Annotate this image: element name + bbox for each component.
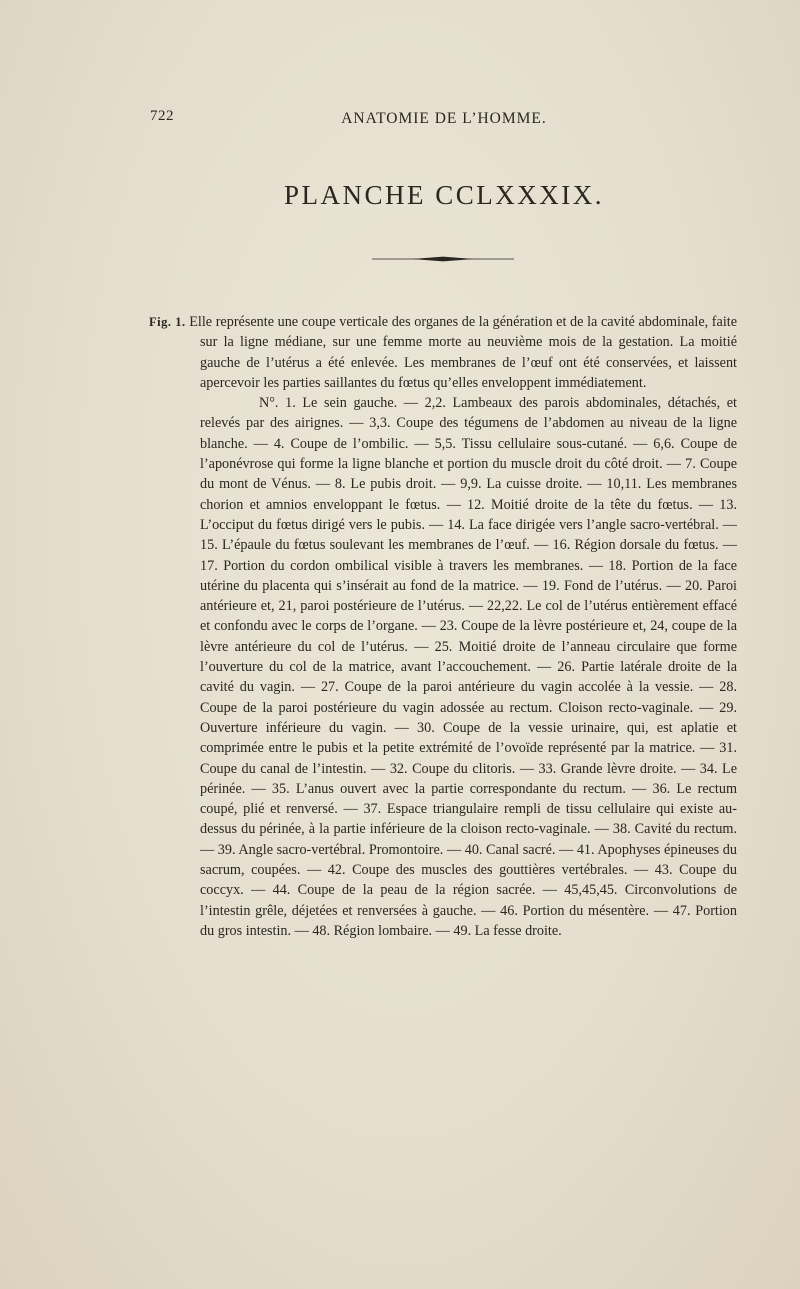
plate-description — [149, 312, 737, 941]
figure-description: Elle représente une coupe verticale des organes de la génération et de la cavité abdominale, faite sur la ligne médiane, sur une femme morte au neuvième mois de la gestation. La moitié gauche de l’utérus a été enlevée. Les membranes de l’œuf ont été conservées, et laissent apercevoir les parties saillantes du fœtus qu’elles enveloppent immédiatement. — [189, 314, 738, 391]
page-number: 722 — [150, 108, 174, 124]
running-head: ANATOMIE DE L’HOMME. — [341, 110, 547, 127]
plate-title: PLANCHE CCLXXXIX. — [283, 180, 604, 210]
figure-legend: N°. 1. Le sein gauche. — 2,2. Lambeaux des parois abdominales, détachés, et relevés par des airignes. — 3,3. Coupe des tégumens de l’abdomen au niveau de la ligne blanche. — 4. Coupe de l’ombilic. — 5,5. Tissu cellulaire sous-cutané. — 6,6. Coupe de l’aponévrose qui forme la ligne blanche et portion du muscle droit du côté droit. — 7. Coupe du mont de Vénus. — 8. Le pubis droit. — 9,9. La cuisse droite. — 10,11. Les membranes chorion et amnios enveloppant le fœtus. — 12. Moitié droite de la tête du fœtus. — 13. L’occiput du fœtus dirigé vers le pubis. — 14. La face dirigée vers l’angle sacro-vertébral. — 15. L’épaule du fœtus soulevant les membranes de l’œuf. — 16. Région dorsale du fœtus. — 17. Portion du cordon ombilical visible à travers les membranes. — 18. Portion de la face utérine du placenta qui s’insérait au fond de la matrice. — 19. Fond de l’utérus. — 20. Paroi antérieure et, 21, paroi postérieure de l’utérus. — 22,22. Le col de l’utérus entièrement effacé et confondu avec le corps de l’organe. — 23. Coupe de la lèvre postérieure et, 24, coupe de la lèvre antérieure du col de l’utérus. — 25. Moitié droite de l’anneau circulaire que forme l’ouverture du col de la matrice, avant l’accouchement. — 26. Partie latérale droite de la cavité du vagin. — 27. Coupe de la paroi antérieure du vagin accolée à la vessie. — 28. Coupe de la paroi postérieure du vagin adossée au rectum. Cloison recto-vaginale. — 29. Ouverture inférieure du vagin. — 30. Coupe de la vessie urinaire, qui, est aplatie et comprimée entre le pubis et la petite extrémité de l’ovoïde représenté par la matrice. — 31. Coupe du canal de l’intestin. — 32. Coupe du clitoris. — 33. Grande lèvre droite. — 34. Le périnée. — 35. L’anus ouvert avec la partie correspondante du rectum. — 36. Le rectum coupé, plié et renversé. — 37. Espace triangulaire rempli de tissu cellulaire qui existe au-dessus du périnée, à la partie inférieure de la cloison recto-vaginale. — 38. Cavité du rectum. — 39. Angle sacro-vertébral. Promontoire. — 40. Canal sacré. — 41. Apophyses épineuses du sacrum, coupées. — 42. Coupe des muscles des gouttières vertébrales. — 43. Coupe du coccyx. — 44. Coupe de la peau de la région sacrée. — 45,45,45. Circonvolutions de l’intestin grêle, déjetées et renversées à gauche. — 46. Portion du mésentère. — 47. Portion du gros intestin. — 48. Région lombaire. — 49. La fesse droite. — [200, 395, 737, 939]
ornament-divider — [372, 256, 514, 262]
figure-label: Fig. 1. — [149, 315, 186, 329]
figure-paragraph — [149, 312, 737, 393]
